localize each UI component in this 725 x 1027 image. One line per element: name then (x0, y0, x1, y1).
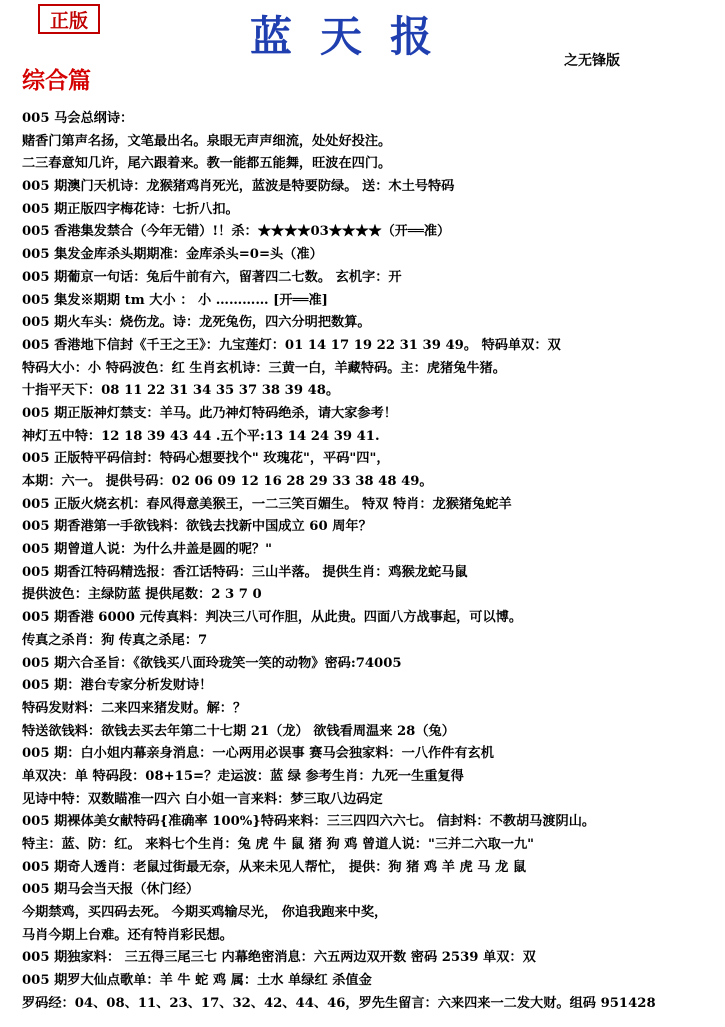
text-line: 005 期马会当天报（休门经） (22, 882, 200, 898)
text-line: 005 马会总纲诗： (22, 111, 134, 126)
page-title: 蓝天报 (250, 12, 461, 61)
text-line: 特码发财料：二来四来猪发财。解：？ (22, 700, 247, 716)
text-line: 二三春意知几许，尾六跟着来。教一能都五能舞，旺波在四门。 (22, 156, 392, 172)
text-line: 005 期香港第一手欲钱料：欲钱去找新中国成立 60 周年？ (22, 519, 372, 535)
text-line: 005 期澳门天机诗：龙猴猪鸡肖死光，蓝波是特要防绿。 送：木土号特码 (22, 179, 455, 195)
text-line: 005 期奇人透肖：老鼠过街最无奈，从来未见人帮忙， 提供：狗 猪 鸡 羊 虎 马 龙 鼠 (22, 859, 527, 875)
text-line: 提供波色：主绿防蓝 提供尾数：2 3 7 0 (22, 587, 262, 603)
text-line: 今期禁鸡，买四码去死。 今期买鸡输尽光， 你追我跑来中奖， (22, 905, 388, 921)
edition-badge: 正版 (38, 4, 100, 34)
text-line: 005 期香江特码精选报：香江话特码：三山半落。 提供生肖：鸡猴龙蛇马鼠 (22, 564, 468, 580)
text-line: 005 集发※期期 tm 大小 ： 小 ………… [开══准] (22, 292, 328, 308)
text-line: 005 正版火烧玄机：春风得意美猴王，一二三笑百媚生。 特双 特肖：龙猴猪兔蛇羊 (22, 496, 512, 512)
text-line: 005 期罗大仙点歌单：羊 牛 蛇 鸡 属：土水 单绿红 杀值金 (22, 973, 372, 989)
text-line: 赌香门第声名扬，文笔最出名。泉眼无声声细流，处处好投注。 (22, 133, 392, 149)
text-line: 005 期：白小姐内幕亲身消息：一心两用必误事 赛马会独家料：一八作件有玄机 (22, 746, 494, 762)
text-line: 005 期独家料： 三五得三尾三七 内幕绝密消息：六五两边双开数 密码 2539 单双：双 (22, 950, 536, 966)
text-line: 本期：六一。 提供号码：02 06 09 12 16 28 29 33 38 48 49。 (22, 474, 433, 489)
text-line: 十指平天下：08 11 22 31 34 35 37 38 39 48。 (22, 383, 340, 399)
text-line: 单双决：单 特码段：08+15=？走运波：蓝 绿 参考生肖：九死一生重复得 (22, 768, 464, 784)
text-line: 005 期香港 6000 元传真料：判决三八可作胆，从此贵。四面八方战事起，可以博。 (22, 610, 523, 626)
text-line: 005 期曾道人说：为什么井盖是圆的呢？" (22, 542, 272, 558)
text-line: 传真之杀肖：狗 传真之杀尾：7 (22, 632, 208, 648)
text-line: 005 香港地下信封《千王之王》：九宝莲灯：01 14 17 19 22 31 39 49。 特码单双：双 (22, 337, 561, 353)
text-line: 005 正版特平码信封：特码心想要找个" 玫瑰花"，平码"四"， (22, 451, 390, 467)
text-line: 罗码经：04、08、11、23、17、32、42、44、46，罗先生留言：六来四来一二发大财。组码 951428 (22, 995, 656, 1011)
text-line: 特主：蓝、防：红。 来料七个生肖：兔 虎 牛 鼠 猪 狗 鸡 曾道人说："三并二六取一九" (22, 837, 535, 852)
text-line: 见诗中特：双数瞄准一四六 白小姐一言来料：梦三取八边码定 (22, 791, 383, 807)
text-line: 005 期正版四字梅花诗：七折八扣。 (22, 201, 239, 217)
text-line: 005 期六合圣旨：《欲钱买八面玲珑笑一笑的动物》密码:74005 (22, 655, 402, 671)
text-line: 马肖今期上台难。还有特肖彩民想。 (22, 927, 233, 943)
text-line: 特码大小：小 特码波色：红 生肖玄机诗：三黄一白，羊藏特码。主：虎猪兔牛猪。 (22, 360, 506, 376)
text-line: 005 香港集发禁合（今年无错）!！杀：★★★★03★★★★（开══准） (22, 224, 451, 240)
text-line: 005 集发金库杀头期期准：金库杀头=0=头（准） (22, 247, 323, 263)
text-line: 005 期正版神灯禁支：羊马。此乃神灯特码绝杀，请大家参考！ (22, 405, 397, 421)
text-line: 005 期裸体美女献特码{准确率 100%}特码来料：三三四四六六七。 信封料：不教胡马渡阴山。 (22, 814, 596, 830)
section-heading: 综合篇 (22, 67, 91, 94)
text-line: 神灯五中特：12 18 39 43 44 .五个平:13 14 24 39 41. (22, 428, 380, 444)
text-line: 特送欲钱料：欲钱去买去年第二十七期 21（龙） 欲钱看周温来 28（兔） (22, 723, 455, 739)
edition-label: 之无锋版 (564, 53, 620, 69)
content-body (22, 108, 712, 1016)
text-line: 005 期火车头：烧伤龙。诗：龙死兔伤，四六分明把数算。 (22, 315, 371, 331)
text-line: 005 期：港台专家分析发财诗！ (22, 678, 213, 694)
text-line: 005 期葡京一句话：兔后牛前有六，留著四二七数。 玄机字：开 (22, 269, 402, 285)
